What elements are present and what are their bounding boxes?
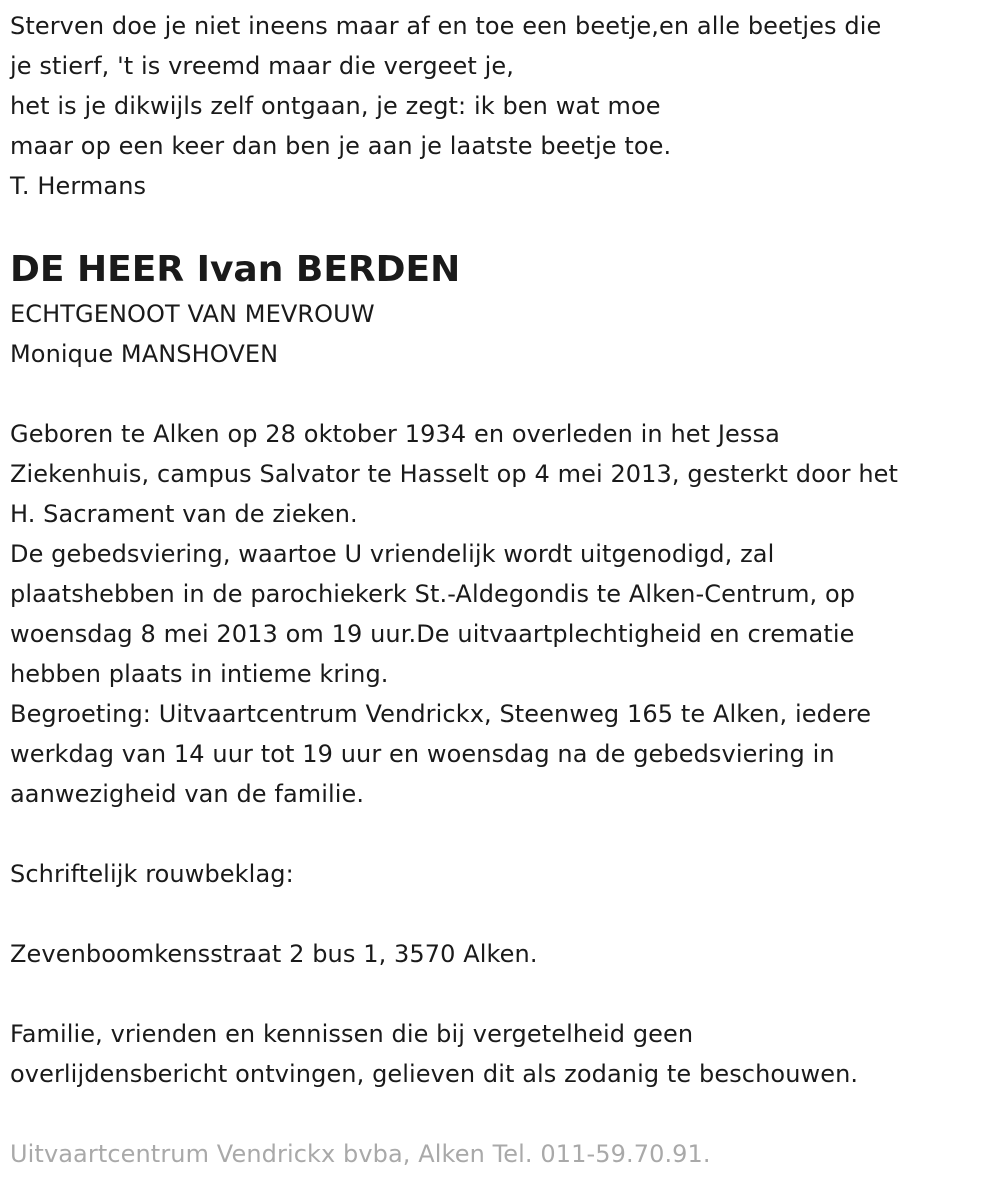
deceased-block — [10, 242, 990, 374]
notice-line: overlijdensbericht ontvingen, gelieven dit als zodanig te beschouwen. — [10, 1060, 859, 1088]
condolences-address: Zevenboomkensstraat 2 bus 1, 3570 Alken. — [10, 940, 538, 968]
poem-line: Sterven doe je niet ineens maar af en toe een beetje,en alle beetjes die — [10, 12, 882, 40]
details-line: Geboren te Alken op 28 oktober 1934 en overleden in het Jessa — [10, 420, 780, 448]
poem-line: je stierf, 't is vreemd maar die vergeet je, — [10, 52, 515, 80]
details-line: H. Sacrament van de zieken. — [10, 500, 358, 528]
details-line: De gebedsviering, waartoe U vriendelijk wordt uitgenodigd, zal — [10, 540, 775, 568]
poem-line: maar op een keer dan ben je aan je laatste beetje toe. — [10, 132, 672, 160]
deceased-name: DE HEER Ivan BERDEN — [10, 249, 461, 290]
spacer — [10, 374, 990, 414]
notice-line: Familie, vrienden en kennissen die bij vergetelheid geen — [10, 1020, 694, 1048]
notice — [10, 1014, 990, 1094]
poem-line: het is je dikwijls zelf ontgaan, je zegt: ik ben wat moe — [10, 92, 661, 120]
obituary-notice — [10, 6, 990, 1174]
details-line: werkdag van 14 uur tot 19 uur en woensdag na de gebedsviering in — [10, 740, 835, 768]
details-line: Ziekenhuis, campus Salvator te Hasselt op 4 mei 2013, gesterkt door het — [10, 460, 899, 488]
details-line: plaatshebben in de parochiekerk St.-Aldegondis te Alken-Centrum, op — [10, 580, 856, 608]
spouse-name: Monique MANSHOVEN — [10, 340, 279, 368]
details-line: Begroeting: Uitvaartcentrum Vendrickx, Steenweg 165 te Alken, iedere — [10, 700, 872, 728]
spacer — [10, 1094, 990, 1134]
spacer — [10, 814, 990, 854]
details-line: hebben plaats in intieme kring. — [10, 660, 389, 688]
details-line: woensdag 8 mei 2013 om 19 uur.De uitvaartplechtigheid en crematie — [10, 620, 855, 648]
spacer — [10, 974, 990, 1014]
details-line: aanwezigheid van de familie. — [10, 780, 365, 808]
condolences-label: Schriftelijk rouwbeklag: — [10, 860, 294, 888]
details — [10, 414, 990, 814]
funeral-home-footer: Uitvaartcentrum Vendrickx bvba, Alken Tel. 011-59.70.91. — [10, 1140, 711, 1168]
poem-author: T. Hermans — [10, 172, 147, 200]
deceased-relation: ECHTGENOOT VAN MEVROUW — [10, 300, 375, 328]
spacer — [10, 894, 990, 934]
poem — [10, 6, 990, 206]
